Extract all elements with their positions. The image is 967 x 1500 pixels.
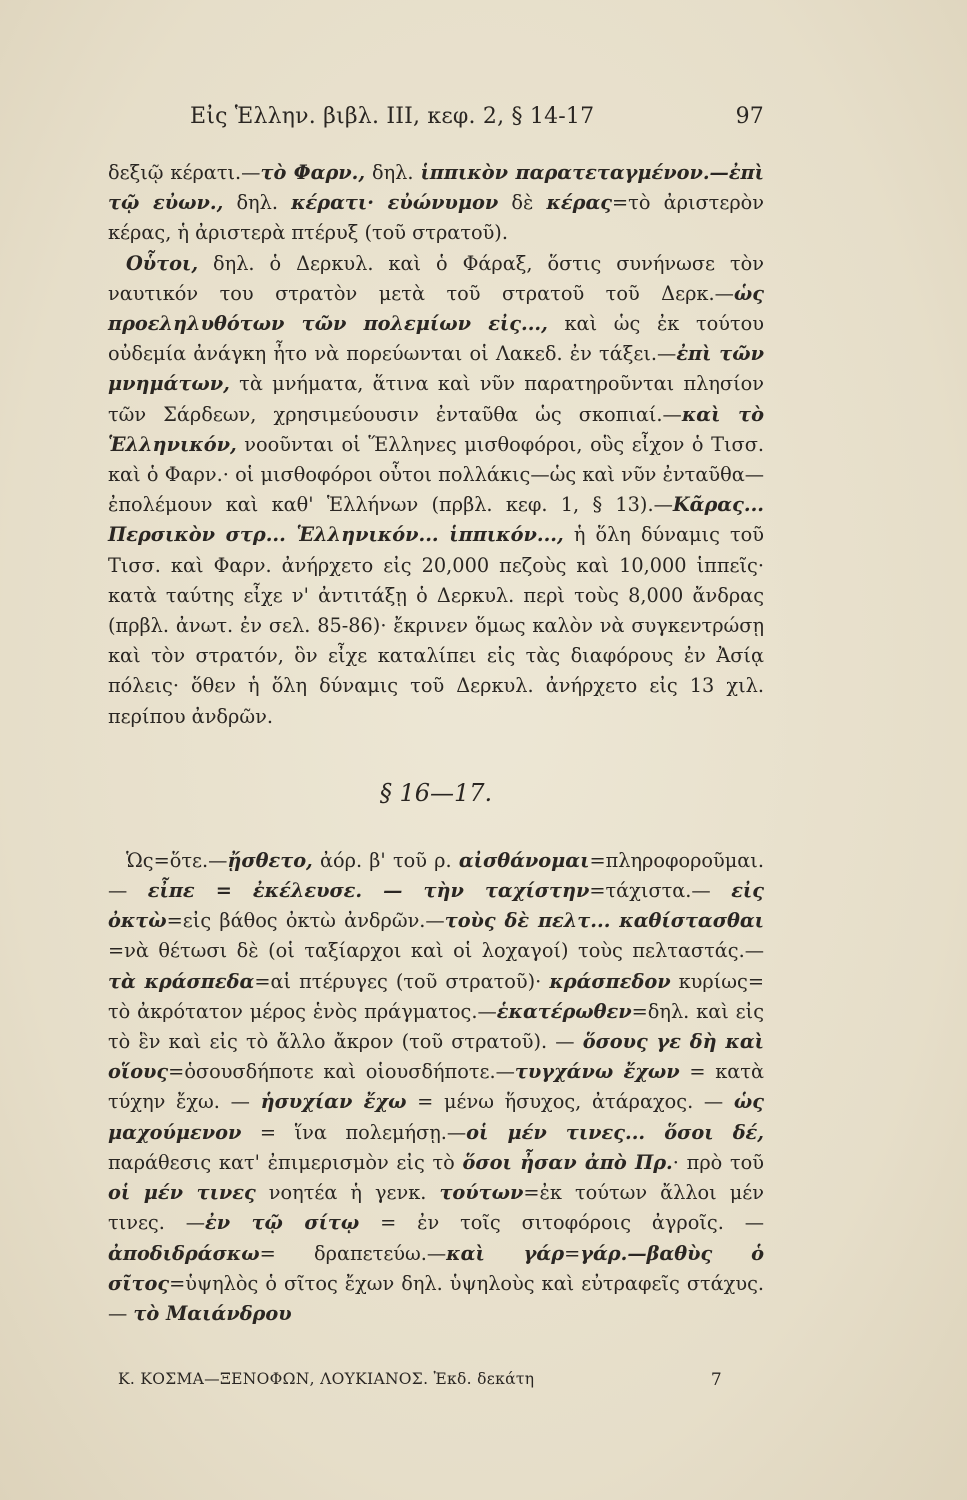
- gloss-text: =ἐκ τούτων ἄλλοι μέν τινες. —: [108, 1181, 764, 1235]
- lemma: Κᾶρας... Περσικὸν στρ... Ἑλληνικόν... ἱππικόν...,: [108, 493, 764, 547]
- commentary-paragraphs: [108, 158, 764, 732]
- lemma: κέρατι· εὐώνυμον: [291, 191, 499, 215]
- lemma: ἀποδιδράσκω: [108, 1241, 260, 1265]
- gloss-text: νοητέα ἡ γενκ.: [255, 1181, 440, 1205]
- lemma: ὡς μαχούμενον: [108, 1090, 764, 1144]
- lemma: τὸ Μαιάνδρου: [133, 1301, 292, 1325]
- gloss-text: κυρίως= τὸ ἀκρότατον μέρος ἑνὸς πράγματος.—: [108, 969, 764, 1023]
- gloss-text: καὶ ὡς ἐκ τούτου οὐδεμία ἀνάγκη ἦτο νὰ πορεύωνται οἱ Λακεδ. ἐν τάξει.—: [108, 312, 764, 366]
- lemma: ὡς προεληλυθότων τῶν πολεμίων εἰς...,: [108, 281, 764, 336]
- gloss-text: τὰ μνήματα, ἅτινα καὶ νῦν παρατηροῦνται πλησίον τῶν Σάρδεων, χρησιμεύουσιν ἐνταῦθα ὡς σκοπιαί.—: [108, 372, 764, 426]
- gloss-text: =πληροφοροῦμαι. —: [108, 848, 764, 903]
- lemma: τὰ κράσπεδα: [108, 969, 255, 993]
- gloss-text: =νὰ θέτωσι δὲ (οἱ ταξίαρχοι καὶ οἱ λοχαγοί) τοὺς πελταστάς.—: [108, 939, 764, 963]
- gloss-text: =δηλ. καὶ εἰς τὸ ἓν καὶ εἰς τὸ ἄλλο ἄκρον (τοῦ στρατοῦ). —: [108, 999, 764, 1054]
- lemma: ἐν τῷ σίτῳ: [205, 1211, 360, 1235]
- lemma: Οὗτοι,: [126, 251, 199, 275]
- gloss-text: = μένω ἥσυχος, ἀτάραχος. —: [406, 1090, 734, 1114]
- lemma: τὸ Φαρν.,: [260, 161, 366, 184]
- gloss-text: =αἱ πτέρυγες (τοῦ στρατοῦ)·: [254, 969, 550, 993]
- lemma: αἰσθάνομαι: [458, 848, 590, 872]
- paragraph: [108, 249, 764, 732]
- lemma: τοὺς δὲ πελτ... καθίστασθαι: [444, 909, 764, 933]
- gloss-text: δηλ.: [365, 161, 421, 184]
- gloss-text: =τάχιστα.—: [589, 879, 732, 903]
- lemma: οἱ μέν τινες: [108, 1181, 256, 1205]
- lemma: ἑκατέρωθεν: [496, 999, 632, 1023]
- lemma: ἐπὶ τῶν μνημάτων,: [108, 342, 764, 396]
- gloss-text: ἡ ὅλη δύναμις τοῦ Τισσ. καὶ Φαρν. ἀνήρχετο εἰς 20,000 πεζοὺς καὶ 10,000 ἱππεῖς· κατὰ ταύτης εἶχε ν' ἀντιτάξῃ ὁ Δερκυλ. περὶ τοὺς 8,000 ἄνδρας (πρβλ. ἀνωτ. ἐν σελ. 85-86)· ἔκρινεν ὅμως καλὸν νὰ συγκεντρώσῃ καὶ τὸν στρατόν, ὃν εἶχε καταλίπει εἰς τὰς διαφόρους ἐν Ἀσίᾳ πόλεις· ὅθεν ἡ ὅλη δύναμις τοῦ Δερκυλ. ἀνήρχετο εἰς 13 χιλ. περίπου ἀνδρῶν.: [108, 523, 765, 728]
- gloss-text: δηλ. ὁ Δερκυλ. καὶ ὁ Φάραξ, ὅστις συνήνωσε τὸν ναυτικόν του στρατὸν μετὰ τοῦ στρατοῦ τοῦ Δερκ.—: [108, 251, 764, 305]
- section-heading: § 16—17.: [379, 778, 493, 807]
- commentary-body: [108, 158, 764, 1329]
- gloss-text: δὲ: [498, 191, 547, 215]
- gloss-text: = ἐν τοῖς σιτοφόροις ἀγροῖς. —: [359, 1211, 764, 1235]
- lemma: καὶ τὸ Ἑλληνικόν,: [108, 402, 764, 456]
- gloss-text: = ἵνα πολεμήσῃ.—: [241, 1120, 467, 1144]
- gloss-text: =εἰς βάθος ὀκτὼ ἀνδρῶν.—: [166, 909, 445, 933]
- lemma: εἰς ὀκτὼ: [108, 879, 764, 933]
- lemma: γάρ.—βαθὺς ὁ σῖτος: [108, 1241, 764, 1295]
- gloss-text: δεξιῷ κέρατι.—: [108, 161, 261, 184]
- lemma: ὅσοι ἦσαν ἀπὸ Πρ.: [462, 1150, 673, 1174]
- gloss-text: =τὸ ἀριστερὸν κέρας, ἡ ἀριστερὰ πτέρυξ (τοῦ στρατοῦ).: [108, 191, 764, 245]
- lemma: οἱ μέν τινες... ὅσοι δέ,: [466, 1120, 764, 1144]
- lemma: ᾔσθετο,: [227, 848, 313, 872]
- lemma: κέρας: [546, 191, 613, 215]
- gloss-text: =: [564, 1241, 581, 1265]
- section-commentary: [108, 846, 764, 1329]
- page-number: 97: [735, 104, 764, 129]
- gloss-text: Ὡς=ὅτε.—: [126, 848, 228, 872]
- imprint-text: Κ. ΚΟΣΜΑ—ΞΕΝΟΦΩΝ, ΛΟΥΚΙΑΝΟΣ. Ἐκδ. δεκάτη: [118, 1370, 535, 1388]
- lemma: ὅσους γε δὴ καὶ οἵους: [108, 1030, 764, 1084]
- lemma: κράσπεδον: [549, 969, 671, 993]
- paragraph: [108, 158, 764, 249]
- gloss-text: = κατὰ τύχην ἔχω. —: [108, 1060, 764, 1114]
- lemma: εἶπε = ἐκέλευσε. — τὴν ταχίστην: [147, 879, 590, 903]
- lemma: καὶ γάρ: [446, 1241, 565, 1265]
- gloss-text: · πρὸ τοῦ: [672, 1150, 764, 1174]
- gloss-text: =ὁσουσδήποτε καὶ οἱουσδήποτε.—: [168, 1060, 515, 1084]
- gloss-text: δηλ.: [223, 191, 292, 215]
- signature-mark: 7: [710, 1370, 722, 1390]
- gloss-text: = δραπετεύω.—: [259, 1241, 447, 1265]
- lemma: τυγχάνω ἔχων: [514, 1060, 680, 1084]
- gloss-text: παράθεσις κατ' ἐπιμερισμὸν εἰς τὸ: [108, 1150, 463, 1174]
- paragraph: [108, 846, 764, 1329]
- footer-imprint: [118, 1370, 766, 1388]
- gloss-text: ἀόρ. β' τοῦ ρ.: [312, 848, 459, 872]
- lemma: τούτων: [439, 1181, 524, 1205]
- gloss-text: νοοῦνται οἱ Ἕλληνες μισθοφόροι, οὓς εἶχον ὁ Τισσ. καὶ ὁ Φαρν.· οἱ μισθοφόροι οὗτοι πολλάκις—ὡς καὶ νῦν ἐνταῦθα—ἐπολέμουν καὶ καθ' Ἑλλήνων (πρβλ. κεφ. 1, § 13).—: [108, 432, 764, 517]
- gloss-text: =ὑψηλὸς ὁ σῖτος ἔχων δηλ. ὑψηλοὺς καὶ εὐτραφεῖς στάχυς. —: [108, 1271, 764, 1325]
- running-title: Εἰς Ἑλλην. βιβλ. III, κεφ. 2, § 14-17: [190, 104, 595, 129]
- lemma: ἱππικὸν παρατεταγμένον.—ἐπὶ τῷ εὐων.,: [108, 161, 764, 215]
- lemma: ἡσυχίαν ἔχω: [260, 1090, 407, 1114]
